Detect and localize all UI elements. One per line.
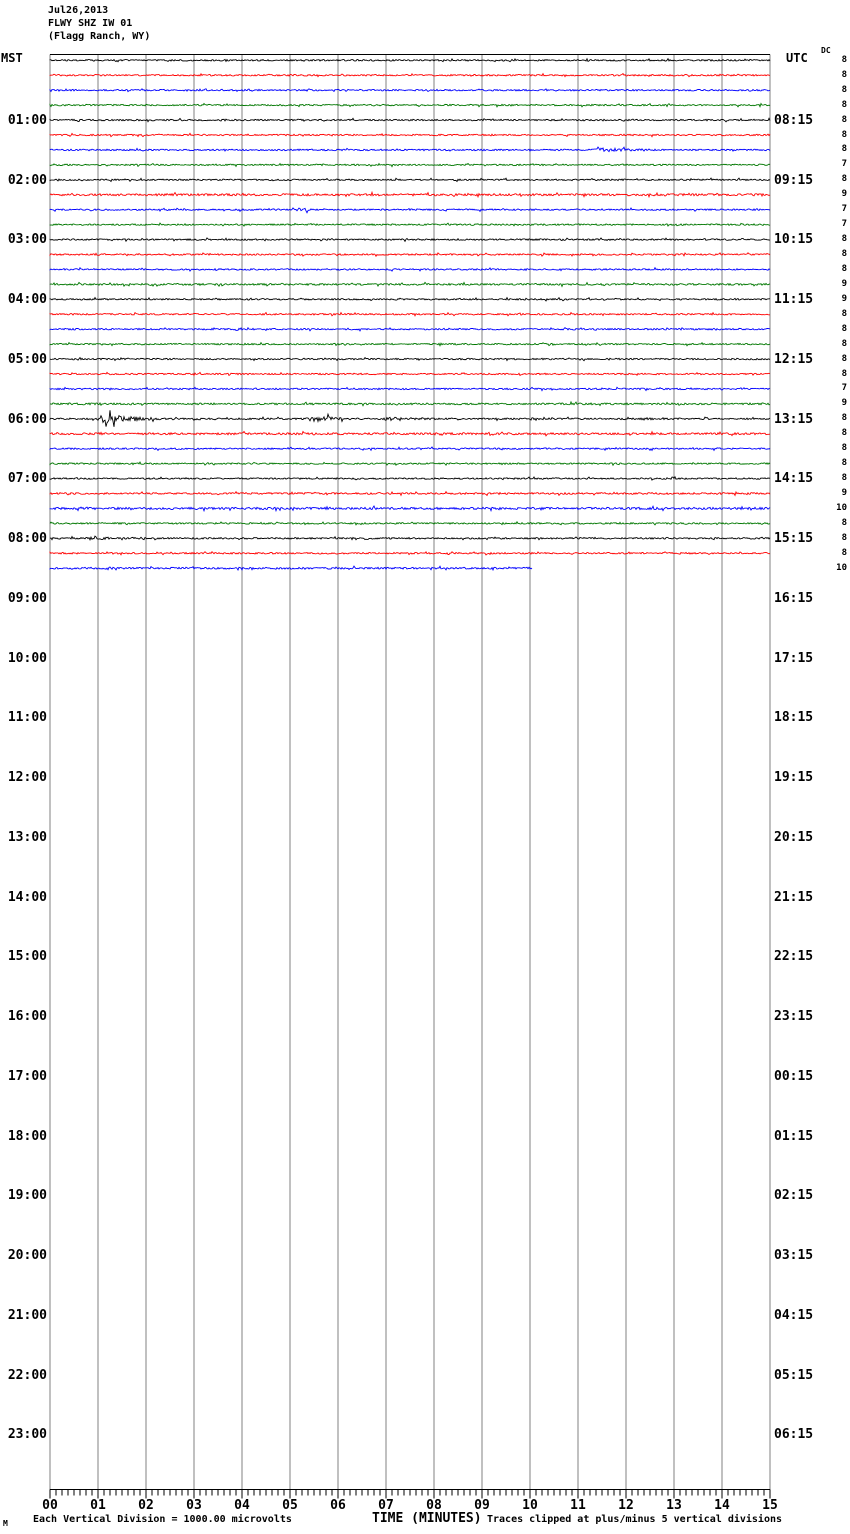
dc-value: 8 — [841, 353, 847, 364]
trace-row-00:45 — [50, 104, 770, 107]
mst-time-label: 19:00 — [7, 1188, 47, 1204]
utc-time-label: 05:15 — [774, 1367, 814, 1383]
dc-value: 8 — [841, 338, 847, 349]
trace-row-03:15 — [50, 253, 770, 256]
clip-note: Traces clipped at plus/minus 5 vertical divisions — [487, 1514, 783, 1525]
dc-value: 8 — [841, 458, 847, 469]
mst-time-label: 17:00 — [7, 1068, 47, 1084]
mst-time-label: 22:00 — [7, 1367, 47, 1383]
x-tick-label: 13 — [666, 1498, 682, 1513]
mst-time-label: 07:00 — [7, 471, 47, 487]
dc-value: 8 — [841, 69, 847, 80]
mst-time-label: 08:00 — [7, 531, 47, 546]
dc-value: 10 — [836, 502, 847, 513]
x-tick-label: 04 — [234, 1498, 250, 1513]
x-tick-label: 11 — [570, 1498, 586, 1513]
dc-value: 9 — [841, 488, 847, 498]
dc-value: 8 — [841, 473, 847, 484]
mst-time-label: 15:00 — [7, 949, 47, 965]
trace-row-05:00 — [50, 358, 770, 361]
trace-row-06:00 — [50, 410, 770, 427]
dc-value: 9 — [841, 278, 847, 289]
x-tick-label: 07 — [378, 1498, 394, 1513]
dc-value: 8 — [841, 368, 847, 379]
mst-time-label: 20:00 — [7, 1248, 47, 1263]
dc-value: 10 — [836, 562, 847, 573]
mst-time-label: 14:00 — [7, 889, 47, 905]
utc-time-label: 00:15 — [774, 1068, 814, 1084]
x-tick-label: 03 — [186, 1498, 202, 1513]
utc-time-label: 17:15 — [774, 650, 814, 666]
x-tick-label: 06 — [330, 1498, 346, 1513]
x-tick-label: 15 — [762, 1498, 778, 1513]
dc-value: 8 — [841, 174, 847, 185]
trace-row-02:00 — [50, 178, 770, 181]
utc-time-label: 18:15 — [774, 710, 814, 726]
dc-value: 8 — [841, 308, 847, 319]
grid — [50, 55, 770, 1499]
dc-value: 8 — [841, 114, 847, 125]
utc-time-label: 03:15 — [774, 1248, 814, 1263]
trace-row-02:15 — [50, 192, 770, 197]
trace-row-03:45 — [50, 282, 770, 286]
utc-time-label: 09:15 — [774, 172, 814, 188]
utc-time-label: 19:15 — [774, 770, 814, 785]
utc-time-label: 02:15 — [774, 1188, 814, 1204]
utc-header: UTC — [786, 51, 808, 65]
trace-row-01:45 — [50, 164, 770, 167]
utc-time-label: 11:15 — [774, 292, 814, 308]
trace-row-04:30 — [50, 328, 770, 331]
mst-time-label: 02:00 — [7, 172, 47, 188]
trace-row-06:15 — [50, 432, 770, 436]
corner-mark: M — [3, 1519, 8, 1528]
x-tick-label: 00 — [42, 1498, 58, 1513]
trace-row-06:45 — [50, 462, 770, 465]
mst-time-label: 05:00 — [7, 351, 47, 367]
trace-row-04:15 — [50, 313, 770, 316]
mst-time-label: 12:00 — [7, 770, 47, 785]
dc-value: 8 — [841, 249, 847, 259]
x-axis-label: TIME (MINUTES) — [372, 1511, 482, 1526]
dc-value: 8 — [841, 99, 847, 110]
dc-value: 8 — [841, 263, 847, 274]
trace-row-07:15 — [50, 492, 770, 496]
dc-value: 7 — [841, 383, 847, 394]
mst-time-label: 09:00 — [7, 590, 47, 606]
mst-time-label: 21:00 — [7, 1307, 47, 1323]
dc-value: 8 — [841, 428, 847, 439]
dc-header: DC — [821, 46, 831, 55]
title-location: (Flagg Ranch, WY) — [48, 31, 151, 42]
mst-time-label: 18:00 — [7, 1128, 47, 1144]
x-tick-label: 14 — [714, 1498, 730, 1513]
x-tick-label: 01 — [90, 1498, 106, 1513]
trace-row-06:30 — [50, 447, 770, 450]
dc-value: 8 — [841, 323, 847, 334]
mst-time-label: 01:00 — [7, 112, 47, 128]
dc-value: 7 — [841, 204, 847, 215]
utc-time-label: 08:15 — [774, 112, 814, 128]
trace-row-03:00 — [50, 238, 770, 241]
trace-row-02:45 — [50, 223, 770, 226]
mst-time-label: 04:00 — [7, 292, 47, 308]
dc-value: 8 — [841, 129, 847, 140]
trace-row-05:45 — [50, 402, 770, 406]
trace-row-02:30 — [50, 208, 770, 213]
utc-time-label: 06:15 — [774, 1427, 814, 1443]
utc-time-label: 04:15 — [774, 1307, 814, 1323]
dc-value: 8 — [841, 413, 847, 424]
trace-row-03:30 — [50, 268, 770, 271]
mst-header: MST — [1, 51, 23, 65]
x-tick-label: 12 — [618, 1498, 634, 1513]
mst-time-label: 03:00 — [7, 232, 47, 248]
dc-value: 8 — [841, 84, 847, 95]
x-tick-label: 02 — [138, 1498, 154, 1513]
utc-time-label: 01:15 — [774, 1128, 814, 1144]
dc-value: 8 — [841, 517, 847, 528]
title-station: FLWY SHZ IW 01 — [48, 18, 133, 29]
utc-time-label: 23:15 — [774, 1009, 814, 1024]
mst-time-label: 13:00 — [7, 829, 47, 845]
dc-value: 8 — [841, 54, 847, 65]
trace-row-07:30 — [50, 506, 770, 511]
scale-note: Each Vertical Division = 1000.00 microvolts — [33, 1514, 292, 1525]
trace-row-08:15 — [50, 552, 770, 555]
trace-row-01:30 — [50, 147, 770, 152]
trace-row-01:00 — [50, 118, 770, 122]
x-tick-label: 09 — [474, 1498, 490, 1513]
dc-value: 8 — [841, 144, 847, 155]
mst-time-label: 16:00 — [7, 1009, 47, 1024]
dc-value: 8 — [841, 234, 847, 245]
dc-value: 8 — [841, 443, 847, 454]
trace-row-04:45 — [50, 343, 770, 346]
utc-time-label: 14:15 — [774, 471, 814, 487]
dc-value: 7 — [841, 219, 847, 230]
dc-value: 7 — [841, 159, 847, 170]
trace-row-08:30 — [50, 566, 532, 570]
utc-time-label: 16:15 — [774, 590, 814, 606]
trace-row-04:00 — [50, 298, 770, 301]
trace-row-05:15 — [50, 372, 770, 375]
dc-value: 9 — [841, 398, 847, 409]
mst-time-label: 10:00 — [7, 650, 47, 666]
trace-row-07:45 — [50, 522, 770, 525]
dc-value: 8 — [841, 547, 847, 558]
x-tick-label: 05 — [282, 1498, 298, 1513]
trace-row-08:00 — [50, 536, 770, 540]
dc-value: 9 — [841, 293, 847, 304]
trace-row-00:00 — [50, 59, 770, 62]
utc-time-label: 20:15 — [774, 829, 814, 845]
x-tick-label: 10 — [522, 1498, 538, 1513]
utc-time-label: 22:15 — [774, 949, 814, 965]
mst-time-label: 11:00 — [7, 710, 47, 726]
utc-time-label: 21:15 — [774, 889, 814, 905]
trace-row-00:15 — [50, 74, 770, 77]
trace-row-01:15 — [50, 133, 770, 136]
trace-row-07:00 — [50, 477, 770, 480]
utc-time-label: 15:15 — [774, 531, 814, 546]
dc-value: 8 — [841, 532, 847, 543]
utc-time-label: 12:15 — [774, 351, 814, 367]
title-date: Jul26,2013 — [48, 5, 109, 16]
utc-time-label: 10:15 — [774, 232, 814, 248]
trace-row-05:30 — [50, 387, 770, 390]
mst-time-label: 06:00 — [7, 411, 47, 427]
dc-value: 9 — [841, 189, 847, 200]
x-tick-label: 08 — [426, 1498, 442, 1513]
utc-time-label: 13:15 — [774, 411, 814, 427]
mst-time-label: 23:00 — [7, 1427, 47, 1443]
trace-row-00:30 — [50, 89, 770, 92]
